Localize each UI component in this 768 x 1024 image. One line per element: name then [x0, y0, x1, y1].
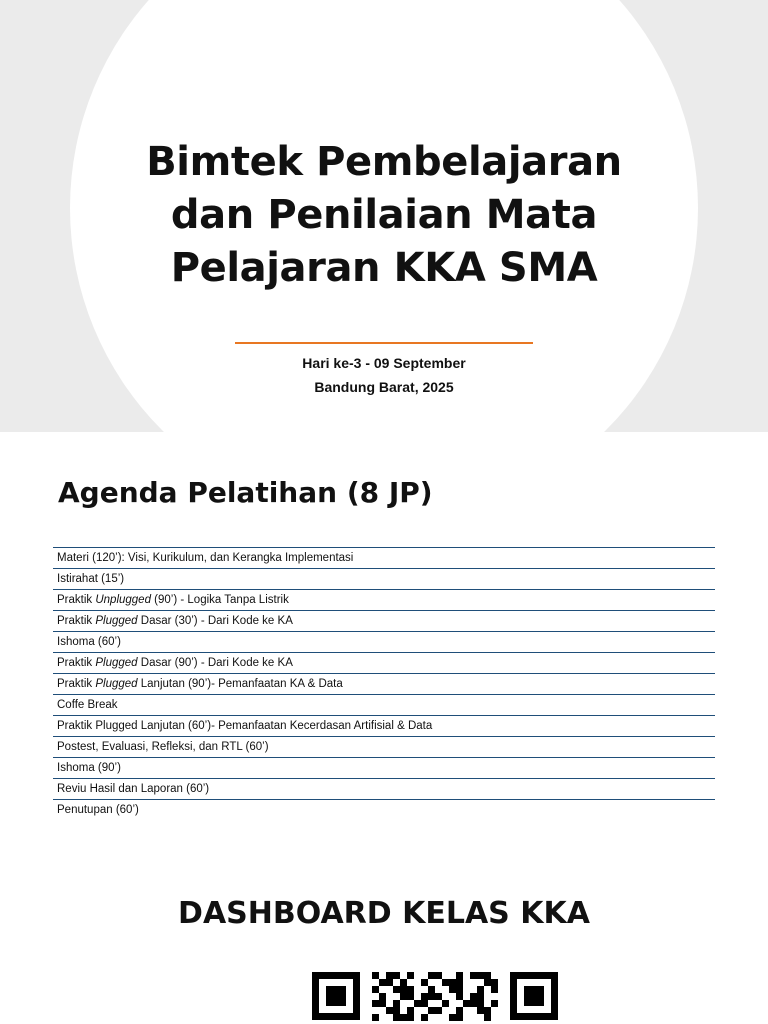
agenda-row: [53, 779, 715, 800]
agenda-item-text: Praktik: [57, 657, 96, 669]
agenda-row: [53, 590, 715, 611]
agenda-row: [53, 716, 715, 737]
title-line-3: Pelajaran KKA SMA: [170, 245, 598, 291]
subtitle-day: Hari ke-3 - 09 September: [302, 355, 466, 371]
agenda-row: [53, 695, 715, 716]
agenda-row: [53, 800, 715, 821]
qr-code-graphic: [300, 958, 590, 1024]
agenda-item-text-rest: Dasar (90’) - Dari Kode ke KA: [137, 657, 293, 669]
agenda-item-emphasis: Unplugged: [95, 594, 151, 606]
agenda-item-text-rest: Dasar (30’) - Dari Kode ke KA: [137, 615, 293, 627]
agenda-row: [53, 611, 715, 632]
dashboard-heading: DASHBOARD KELAS KKA: [178, 896, 590, 931]
agenda-item: [53, 611, 715, 632]
agenda-item-text: Praktik: [57, 615, 96, 627]
slide-title: [84, 136, 684, 295]
agenda-item: [53, 653, 715, 674]
agenda-heading: Agenda Pelatihan (8 JP): [58, 476, 433, 509]
agenda-item: [53, 716, 715, 737]
agenda-item-text: Postest, Evaluasi, Refleksi, dan RTL (60’): [57, 741, 269, 753]
agenda-item: [53, 758, 715, 779]
agenda-item: [53, 569, 715, 590]
agenda-table: [53, 547, 715, 820]
title-line-2: dan Penilaian Mata: [170, 192, 598, 238]
agenda-item-text: Reviu Hasil dan Laporan (60’): [57, 783, 210, 795]
agenda-item-emphasis: Plugged: [95, 615, 138, 627]
agenda-item-text: Coffe Break: [57, 699, 118, 711]
agenda-item-text: Ishoma (60’): [57, 636, 121, 648]
agenda-item-text: Praktik: [57, 594, 96, 606]
agenda-row: [53, 653, 715, 674]
agenda-item-text-rest: Lanjutan (90’)- Pemanfaatan KA & Data: [137, 678, 343, 690]
agenda-item-text-rest: (90’) - Logika Tanpa Listrik: [150, 594, 289, 606]
agenda-item: [53, 695, 715, 716]
agenda-item-text: Istirahat (15’): [57, 573, 125, 585]
agenda-row: [53, 737, 715, 758]
agenda-item: [53, 737, 715, 758]
agenda-item: [53, 779, 715, 800]
agenda-item-emphasis: Plugged: [95, 678, 138, 690]
agenda-row: [53, 758, 715, 779]
agenda-item: [53, 800, 715, 821]
agenda-item-emphasis: Plugged: [95, 657, 138, 669]
subtitle-place: Bandung Barat, 2025: [314, 379, 454, 395]
agenda-item-text: Penutupan (60’): [57, 804, 139, 816]
agenda-item: [53, 632, 715, 653]
agenda-item-text: Praktik: [57, 678, 96, 690]
title-line-1: Bimtek Pembelajaran: [146, 139, 622, 185]
agenda-row: [53, 632, 715, 653]
accent-divider: [235, 342, 533, 344]
agenda-item-text: Materi (120’): Visi, Kurikulum, dan Kerangka Implementasi: [57, 552, 354, 564]
agenda-item-text: Praktik Plugged Lanjutan (60’)- Pemanfaatan Kecerdasan Artifisial & Data: [57, 720, 433, 732]
agenda-item: [53, 590, 715, 611]
agenda-row: [53, 569, 715, 590]
agenda-row: [53, 674, 715, 695]
agenda-item: [53, 674, 715, 695]
title-slide: [0, 0, 768, 432]
agenda-item: [53, 548, 715, 569]
agenda-item-text: Ishoma (90’): [57, 762, 121, 774]
qr-code-icon: [300, 958, 590, 1024]
agenda-row: [53, 548, 715, 569]
